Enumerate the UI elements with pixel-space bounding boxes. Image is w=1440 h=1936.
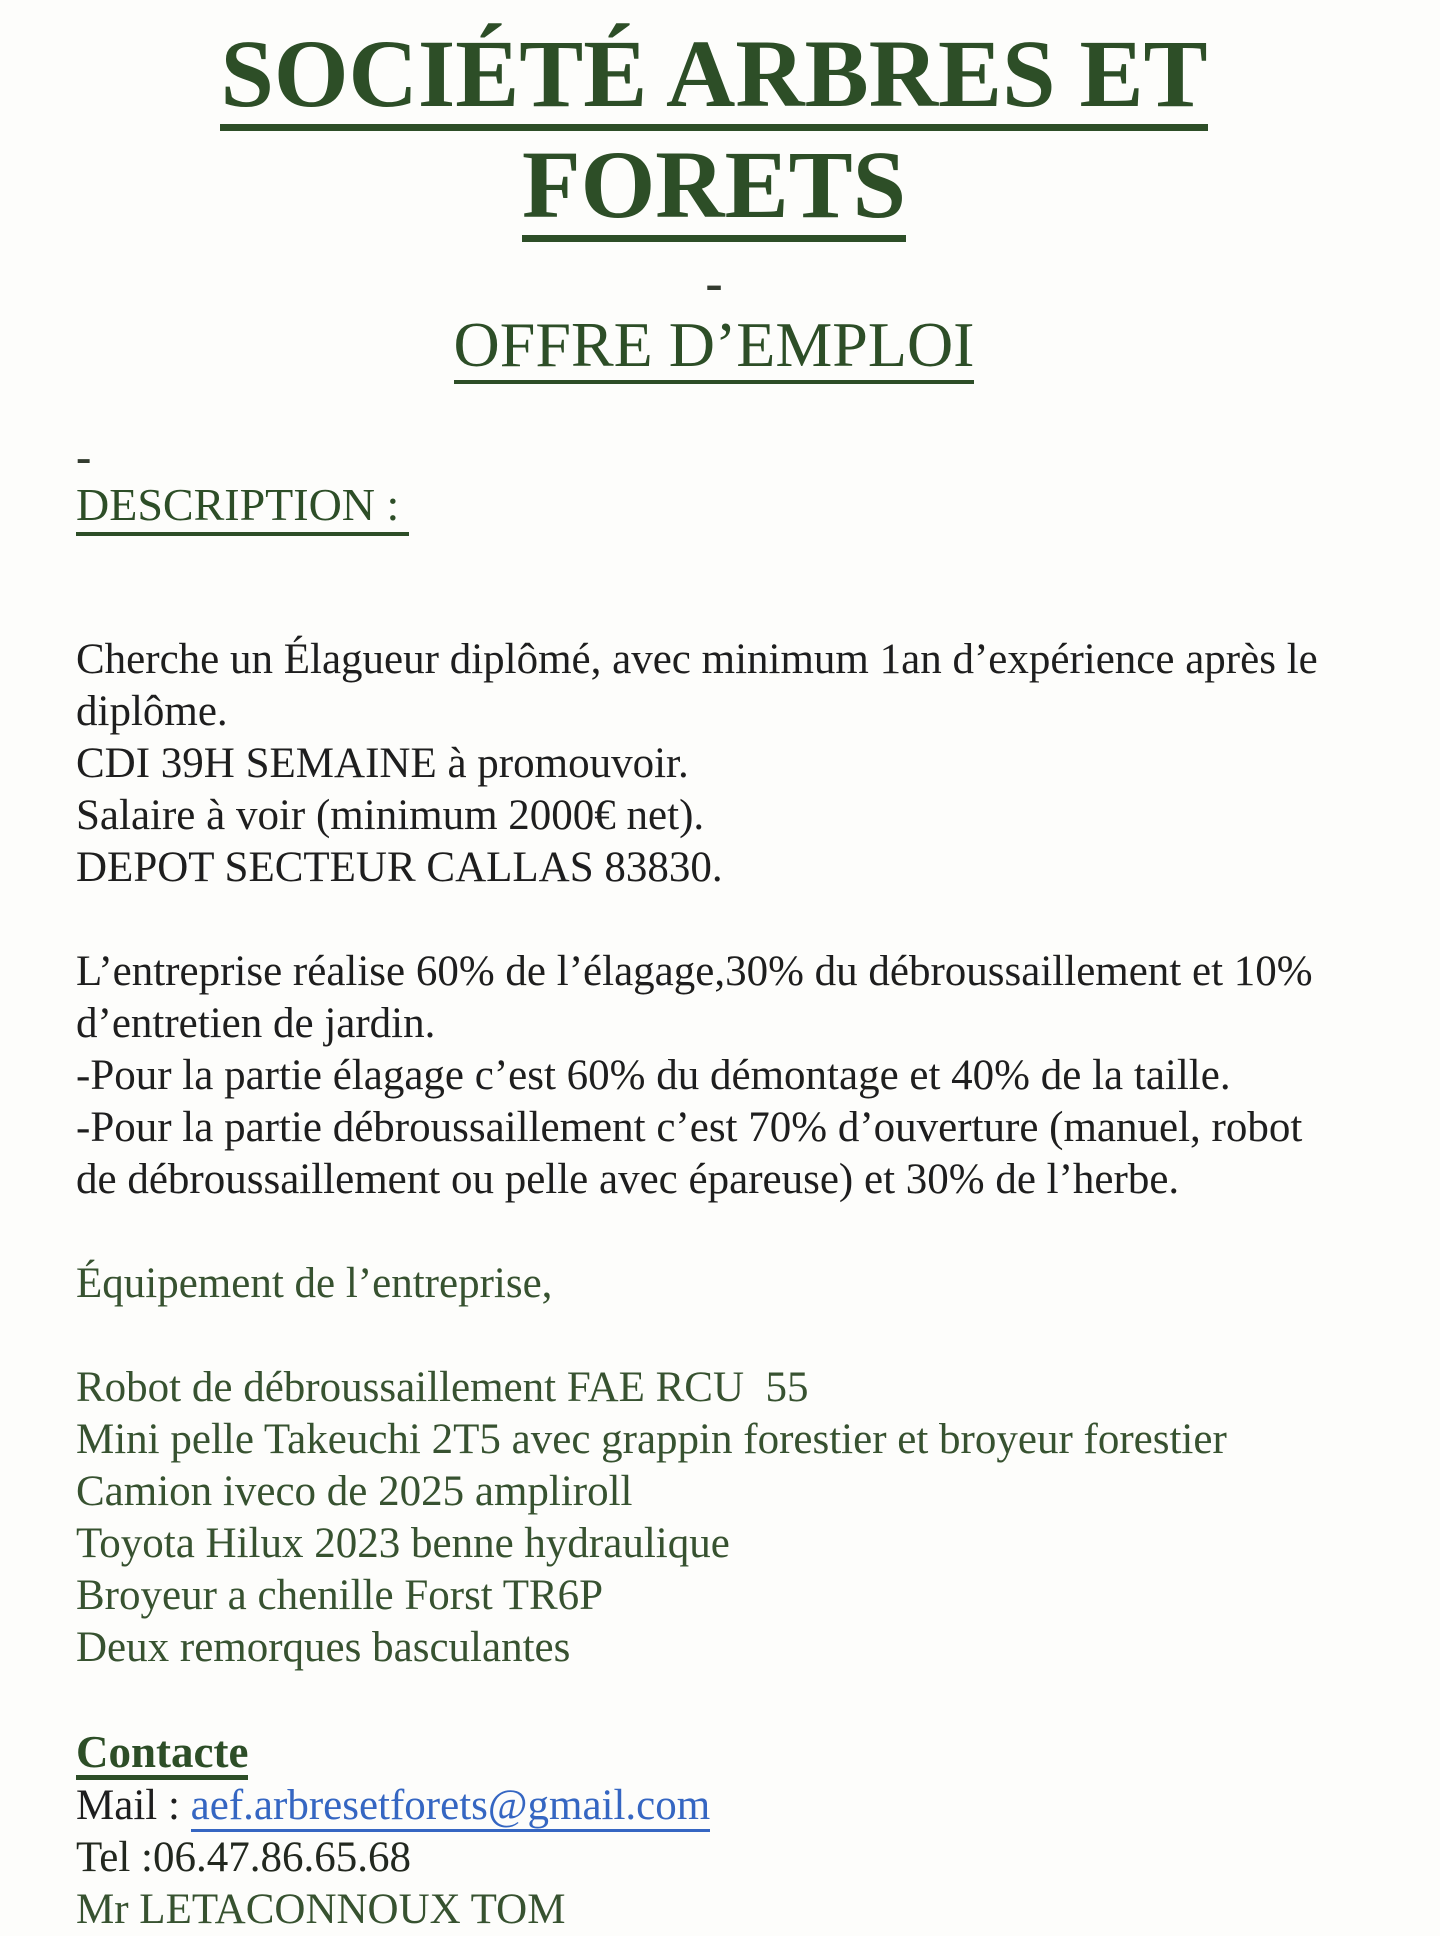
dash-separator-left: - [76, 431, 92, 483]
spacer [76, 1206, 1352, 1258]
section-heading-description: DESCRIPTION : [76, 479, 1352, 536]
page-title [76, 20, 1352, 242]
spacer [76, 894, 1352, 946]
text-line: -Pour la partie élagage c’est 60% du démontage et 40% de la taille. [76, 1052, 1231, 1100]
text-line: Salaire à voir (minimum 2000€ net). [76, 792, 705, 840]
contact-heading: Contacte [76, 1726, 1352, 1780]
text-line: de débroussaillement ou pelle avec épareuse) et 30% de l’herbe. [76, 1156, 1180, 1204]
description-paragraph-1 [76, 634, 1352, 894]
spacer [76, 1674, 1352, 1726]
equipment-item: Broyeur a chenille Forst TR6P [76, 1572, 604, 1620]
equipment-intro: Équipement de l’entreprise, [76, 1260, 553, 1308]
mail-label: Mail : [76, 1782, 191, 1830]
text-line: d’entretien de jardin. [76, 1000, 436, 1048]
subtitle-offre-emploi: OFFRE D’EMPLOI [76, 312, 1352, 384]
spacer [76, 1310, 1352, 1362]
text-line: DEPOT SECTEUR CALLAS 83830. [76, 844, 723, 892]
phone-number: Tel :06.47.86.65.68 [76, 1834, 411, 1882]
spacer [76, 582, 1352, 634]
page-title-line1: SOCIÉTÉ ARBRES ET [220, 24, 1207, 131]
text-line: L’entreprise réalise 60% de l’élagage,30% du débroussaillement et 10% [76, 948, 1313, 996]
equipment-item: Deux remorques basculantes [76, 1624, 571, 1672]
email-link[interactable]: aef.arbresetforets@gmail.com [191, 1782, 711, 1832]
description-paragraph-2 [76, 946, 1352, 1206]
equipment-item: Toyota Hilux 2023 benne hydraulique [76, 1520, 730, 1568]
equipment-list [76, 1362, 1352, 1674]
equipment-item: Robot de débroussaillement FAE RCU 55 [76, 1364, 809, 1412]
page-title-line2: FORETS [522, 135, 906, 242]
text-line: diplôme. [76, 688, 228, 736]
equipment-item: Mini pelle Takeuchi 2T5 avec grappin forestier et broyeur forestier [76, 1416, 1227, 1464]
equipment-item: Camion iveco de 2025 ampliroll [76, 1468, 633, 1516]
text-line: -Pour la partie débroussaillement c’est 70% d’ouverture (manuel, robot [76, 1104, 1303, 1152]
dash-separator-center: - [705, 255, 723, 312]
contact-mail-line [76, 1780, 1352, 1832]
text-line: CDI 39H SEMAINE à promouvoir. [76, 740, 689, 788]
text-line: Cherche un Élagueur diplômé, avec minimum 1an d’expérience après le [76, 636, 1318, 684]
contact-name: Mr LETACONNOUX TOM [76, 1886, 566, 1934]
